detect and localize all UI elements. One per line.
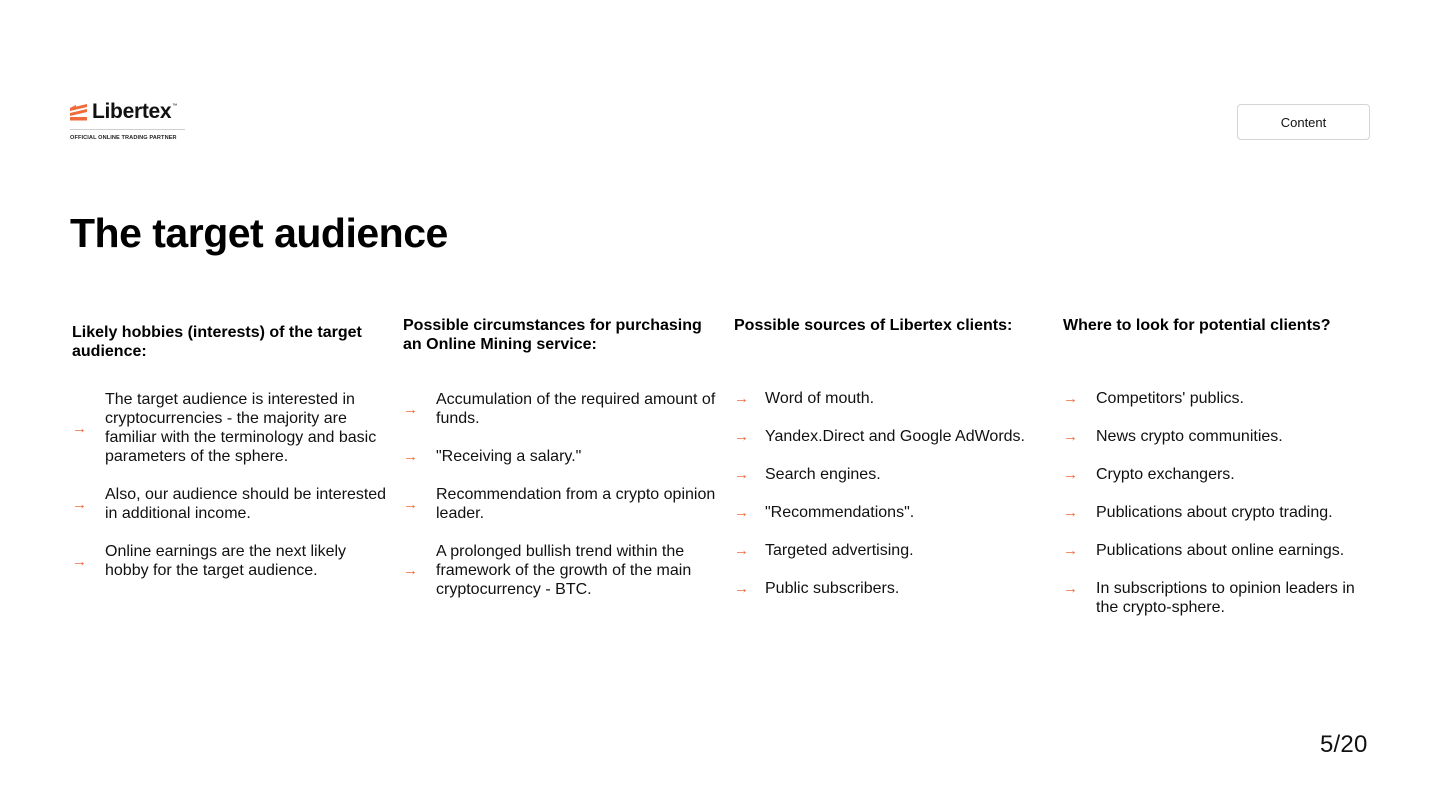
column-heading: Likely hobbies (interests) of the target audience: bbox=[72, 324, 362, 360]
list-item-text: In subscriptions to opinion leaders in the crypto-sphere. bbox=[1096, 580, 1355, 616]
column-heading: Possible circumstances for purchasing an Online Mining service: bbox=[403, 317, 702, 353]
arrow-right-icon: → bbox=[1063, 428, 1078, 445]
list-item-text: Crypto exchangers. bbox=[1096, 466, 1235, 483]
list-item bbox=[1063, 541, 1378, 560]
list-item bbox=[403, 390, 718, 428]
arrow-right-icon: → bbox=[1063, 542, 1078, 559]
list-item-text: Search engines. bbox=[765, 466, 881, 483]
arrow-right-icon: → bbox=[403, 562, 418, 579]
list-item-text: Competitors' publics. bbox=[1096, 390, 1244, 407]
list-item bbox=[72, 485, 387, 523]
list-item-text: Recommendation from a crypto opinion leader. bbox=[436, 486, 716, 522]
list-item bbox=[1063, 503, 1378, 522]
list-item bbox=[734, 465, 1049, 484]
libertex-logo[interactable] bbox=[70, 101, 190, 141]
list-item-text: Publications about crypto trading. bbox=[1096, 504, 1333, 521]
arrow-right-icon: → bbox=[403, 400, 418, 418]
arrow-right-icon: → bbox=[734, 466, 749, 483]
arrow-right-icon: → bbox=[72, 419, 87, 437]
list-item-text: Online earnings are the next likely hobby for the target audience. bbox=[105, 543, 347, 579]
list-item-text: Accumulation of the required amount of funds. bbox=[436, 391, 716, 427]
logo-tagline: OFFICIAL ONLINE TRADING PARTNER bbox=[70, 135, 177, 141]
page-title: The target audience bbox=[70, 210, 448, 256]
list-item bbox=[734, 503, 1049, 522]
arrow-right-icon: → bbox=[403, 495, 418, 513]
arrow-right-icon: → bbox=[72, 495, 87, 513]
logo-trademark: ™ bbox=[172, 103, 178, 109]
libertex-mark-icon bbox=[70, 104, 87, 121]
list-item bbox=[1063, 427, 1378, 446]
arrow-right-icon: → bbox=[734, 390, 749, 407]
list-item bbox=[72, 390, 387, 466]
list-item-text: Publications about online earnings. bbox=[1096, 542, 1345, 559]
list-item-text: Public subscribers. bbox=[765, 580, 900, 597]
list-item bbox=[72, 542, 387, 580]
list-item-text: "Receiving a salary." bbox=[436, 448, 582, 465]
list-item bbox=[734, 541, 1049, 560]
list-item bbox=[403, 447, 718, 466]
page-indicator: 5/20 bbox=[1320, 731, 1368, 758]
list-item bbox=[1063, 465, 1378, 484]
arrow-right-icon: → bbox=[1063, 466, 1078, 483]
list-item-text: A prolonged bullish trend within the framework of the growth of the main cryptocurrency - BTC. bbox=[436, 543, 692, 598]
column-circumstances bbox=[403, 316, 718, 598]
arrow-right-icon: → bbox=[403, 448, 418, 465]
arrow-right-icon: → bbox=[734, 580, 749, 597]
column-hobbies bbox=[72, 323, 387, 579]
arrow-right-icon: → bbox=[734, 504, 749, 521]
list-item-text: News crypto communities. bbox=[1096, 428, 1283, 445]
list-item-text: Word of mouth. bbox=[765, 390, 875, 407]
list-item bbox=[1063, 579, 1378, 617]
column-heading: Where to look for potential clients? bbox=[1063, 317, 1331, 334]
list-item bbox=[734, 389, 1049, 408]
list-item-text: Targeted advertising. bbox=[765, 542, 914, 559]
list-item-text: Yandex.Direct and Google AdWords. bbox=[765, 428, 1025, 445]
list-item-text: Also, our audience should be interested in additional income. bbox=[105, 486, 387, 522]
logo-wordmark: Libertex bbox=[92, 100, 172, 123]
list-item bbox=[403, 542, 718, 599]
column-where-to-look bbox=[1063, 316, 1378, 616]
arrow-right-icon: → bbox=[1063, 390, 1078, 407]
column-sources bbox=[734, 316, 1049, 597]
list-item-text: The target audience is interested in cryptocurrencies - the majority are familiar with the terminology and basic parameters of the sphere. bbox=[105, 391, 377, 465]
arrow-right-icon: → bbox=[72, 552, 87, 570]
logo-divider bbox=[70, 129, 185, 130]
list-item bbox=[1063, 389, 1378, 408]
arrow-right-icon: → bbox=[734, 428, 749, 445]
list-item bbox=[734, 427, 1049, 446]
arrow-right-icon: → bbox=[1063, 580, 1078, 597]
column-heading: Possible sources of Libertex clients: bbox=[734, 317, 1013, 334]
list-item bbox=[734, 579, 1049, 598]
arrow-right-icon: → bbox=[734, 542, 749, 559]
list-item bbox=[403, 485, 718, 523]
list-item-text: "Recommendations". bbox=[765, 504, 915, 521]
arrow-right-icon: → bbox=[1063, 504, 1078, 521]
content-button[interactable]: Content bbox=[1237, 104, 1370, 140]
